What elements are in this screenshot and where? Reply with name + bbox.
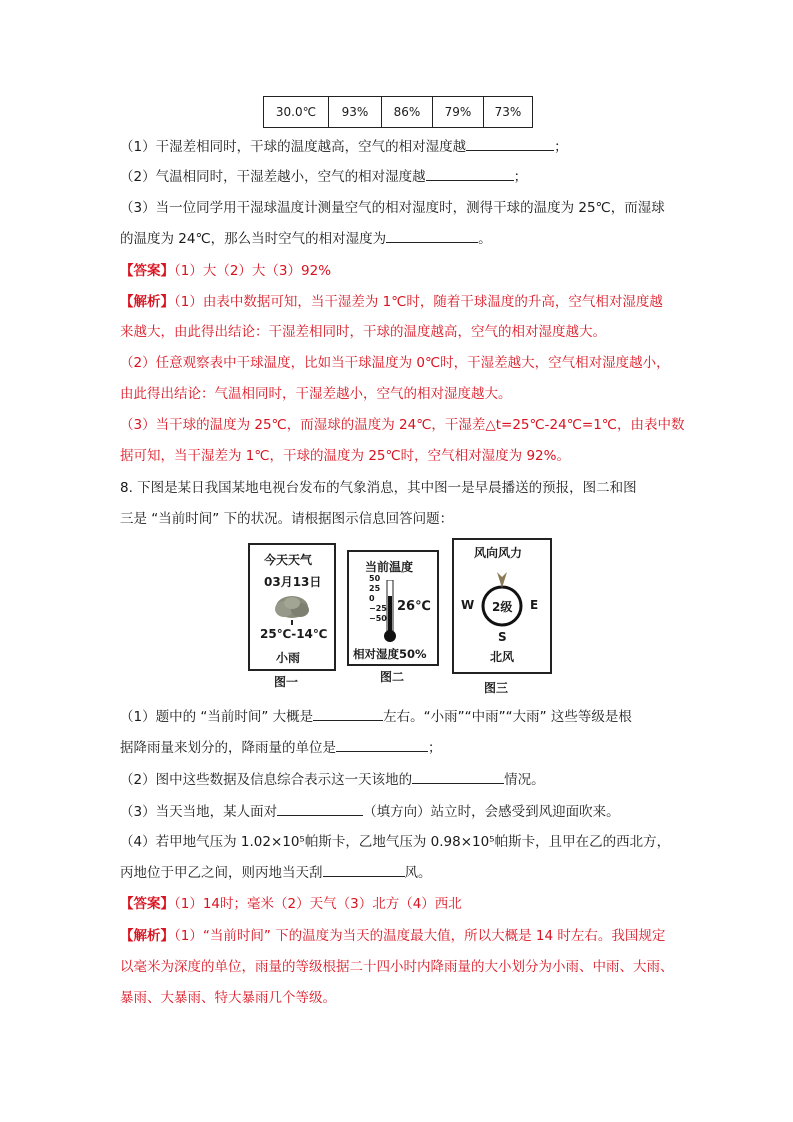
answer-label: 【答案】	[120, 896, 174, 912]
q7-answer	[120, 261, 680, 281]
q8-sub4-text: 丙地位于甲乙之间，则丙地当天刮	[120, 865, 323, 881]
wind-direction: 北风	[490, 650, 515, 664]
humidity-table	[263, 96, 533, 128]
q7-part3-line2	[120, 228, 680, 249]
q8-sub1-line1	[120, 706, 680, 727]
q8-intro-line2: 三是 “当前时间” 下的状况。请根据图示信息回答问题：	[120, 511, 454, 527]
q7-part2-end: ；	[513, 169, 528, 185]
q7-analysis-line3: （2）任意观察表中干球温度，比如当干球温度为 0℃时，干湿差越大，空气相对湿度越小，	[120, 355, 670, 371]
q8-sub4-line2	[120, 862, 680, 883]
table-cell: 93%	[329, 97, 382, 128]
q7-part2	[120, 166, 680, 187]
table-cell: 73%	[484, 97, 533, 128]
compass-east: E	[530, 598, 539, 612]
q7-part3-text: 的温度为 24℃，那么当时空气的相对湿度为	[120, 231, 387, 247]
answer-blank	[277, 801, 363, 816]
table-row	[264, 97, 533, 128]
table-cell: 30.0℃	[264, 97, 329, 128]
q8-sub3-end: （填方向）站立时，会感受到风迎面吹来。	[363, 804, 620, 820]
q7-analysis-line2: 来越大，由此得出结论：干湿差相同时，干球的温度越高，空气的相对湿度越大。	[120, 324, 606, 340]
analysis-label: 【解析】	[120, 294, 174, 310]
q7-part3-end: 。	[478, 231, 492, 247]
answer-blank	[412, 769, 504, 784]
answer-blank	[386, 228, 478, 243]
q8-sub4-line1: （4）若甲地气压为 1.02×10⁵帕斯卡，乙地气压为 0.98×10⁵帕斯卡，且甲在乙的西北方，	[120, 834, 671, 850]
compass-west: W	[461, 598, 475, 612]
q7-analysis-line1	[120, 292, 680, 312]
fig1-weather: 小雨	[276, 651, 301, 665]
answer-blank	[426, 166, 514, 181]
q8-sub3-text: （3）当天当地，某人面对	[120, 804, 278, 820]
q7-part1-end: ；	[554, 139, 568, 155]
rain-cloud-icon	[272, 593, 312, 627]
q7-part1	[120, 136, 680, 157]
wind-level: 2级	[492, 600, 513, 614]
q7-part3-line1: （3）当一位同学用干湿球温度计测量空气的相对湿度时，测得干球的温度为 25℃，而湿球	[120, 200, 665, 216]
fig1-temp-range: 25℃-14℃	[260, 627, 328, 641]
q8-sub1-text2: 据降雨量来划分的，降雨量的单位是	[120, 740, 336, 756]
fig1-caption: 图一	[274, 675, 299, 689]
q8-sub2	[120, 769, 680, 790]
analysis-text: （1）由表中数据可知，当干湿差为 1℃时，随着干球温度的升高，空气相对湿度越	[174, 294, 663, 310]
fig2-humidity: 相对湿度50%	[353, 647, 427, 661]
answer-blank	[336, 737, 428, 752]
fig3-title: 风向风力	[474, 546, 523, 560]
scale-label: 25	[369, 584, 381, 593]
q7-part2-text: （2）气温相同时，干湿差越小，空气的相对湿度越	[120, 169, 426, 185]
q8-analysis-line1	[120, 926, 680, 946]
thermometer-icon	[383, 580, 397, 644]
q8-sub1-line2	[120, 737, 680, 758]
q8-sub2-text: （2）图中这些数据及信息综合表示这一天该地的	[120, 772, 413, 788]
fig2-caption: 图二	[380, 670, 405, 684]
q7-analysis-line4: 由此得出结论：气温相同时，干湿差越小，空气的相对湿度越大。	[120, 386, 512, 402]
fig1-date: 03月13日	[264, 575, 322, 589]
scale-label: 0	[369, 594, 375, 603]
answer-text: （1）大（2）大（3）92%	[174, 263, 332, 279]
scale-label: 50	[369, 574, 381, 583]
q8-sub3	[120, 801, 680, 822]
fig3-caption: 图三	[484, 681, 509, 695]
fig1-title: 今天天气	[264, 553, 313, 567]
figure-1-forecast	[248, 543, 336, 671]
q8-sub1-text: （1）题中的 “当前时间” 大概是	[120, 709, 314, 725]
answer-blank	[323, 862, 405, 877]
q8-analysis-line2: 以毫米为深度的单位，雨量的等级根据二十四小时内降雨量的大小划分为小雨、中雨、大雨、	[120, 959, 674, 975]
q8-sub4-end: 风。	[404, 865, 432, 881]
analysis-label: 【解析】	[120, 928, 174, 944]
table-cell: 86%	[382, 97, 433, 128]
q8-sub1-end: ；	[428, 740, 442, 756]
answer-text: （1）14时；毫米（2）天气（3）北方（4）西北	[174, 896, 462, 912]
compass-south: S	[498, 630, 507, 644]
q8-intro-line1: 8. 下图是某日我国某地电视台发布的气象消息，其中图一是早晨播送的预报，图二和图	[120, 480, 637, 496]
scale-label: −25	[369, 604, 387, 613]
scale-label: −50	[369, 614, 387, 623]
q7-analysis-line5: （3）当干球的温度为 25℃，而湿球的温度为 24℃，干湿差△t=25℃-24℃=1℃，由表中数	[120, 417, 685, 433]
answer-blank	[466, 136, 554, 151]
fig2-title: 当前温度	[365, 560, 414, 574]
answer-label: 【答案】	[120, 263, 174, 279]
figure-3-wind	[452, 538, 552, 674]
figure-2-thermometer	[347, 550, 439, 666]
q8-answer	[120, 894, 680, 914]
q8-analysis-line3: 暴雨、大暴雨、特大暴雨几个等级。	[120, 990, 336, 1006]
analysis-text: （1）“当前时间” 下的温度为当天的温度最大值，所以大概是 14 时左右。我国规定	[174, 928, 666, 944]
answer-blank	[313, 706, 383, 721]
q7-part1-text: （1）干湿差相同时，干球的温度越高，空气的相对湿度越	[120, 139, 467, 155]
table-cell: 79%	[433, 97, 484, 128]
q7-analysis-line6: 据可知，当干湿差为 1℃，干球的温度为 25℃时，空气相对湿度为 92%。	[120, 448, 570, 464]
fig2-current-temp: 26℃	[397, 599, 431, 614]
q8-sub1-mid: 左右。“小雨”“中雨”“大雨” 这些等级是根	[383, 709, 632, 725]
q8-sub2-end: 情况。	[504, 772, 545, 788]
